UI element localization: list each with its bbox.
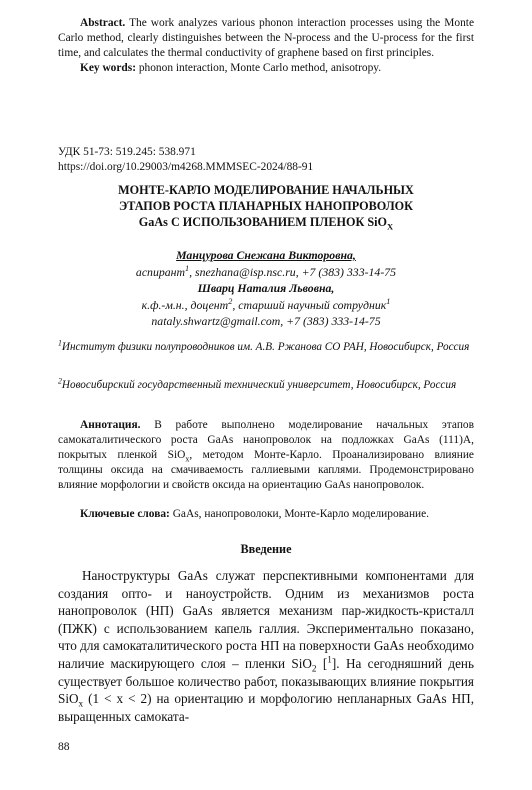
author-1-name-text: Манцурова Снежана Викторовна, xyxy=(176,248,356,262)
intro-body xyxy=(58,567,474,725)
author-2-role-sup: 2 xyxy=(228,296,233,306)
keywords-ru-text: GaAs, нанопроволоки, Монте-Карло моделирование. xyxy=(169,508,430,520)
author-1-role: аспирант xyxy=(135,264,186,279)
title-line-3 xyxy=(58,214,474,230)
author-1-info xyxy=(58,264,474,281)
affiliation-1 xyxy=(58,339,474,355)
intro-ref-close: ]. xyxy=(331,655,340,671)
author-2-role-2-sup: 1 xyxy=(386,296,391,306)
intro-text-1: Наноструктуры GaAs служат перспективными компонентами для создания опто- и наноустройств. Одним из механизмов роста нанопроволок (НП) GaAs является механизм пар-жидкость-кристалл (ПЖК) с использованием капель галлия. Экспериментально показано, что для самокаталитического роста НП на поверхности GaAs необходимо наличие маскирующего слоя – пленки SiO xyxy=(58,568,474,671)
author-1-name xyxy=(58,247,474,264)
affiliation-2-text xyxy=(58,377,474,393)
affiliation-2 xyxy=(58,377,474,393)
intro-paragraph xyxy=(58,567,474,725)
keywords-ru-label: Ключевые слова: xyxy=(80,508,170,520)
doi-link[interactable]: https://doi.org/10.29003/m4268.MMMSEC-2024/88-91 xyxy=(58,161,314,173)
annotation-label: Аннотация. xyxy=(80,419,141,431)
title-line-2: ЭТАПОВ РОСТА ПЛАНАРНЫХ НАНОПРОВОЛОК xyxy=(119,199,413,213)
russian-keywords xyxy=(58,507,474,522)
author-2-role: к.ф.-м.н., доцент xyxy=(141,297,229,312)
intro-subscript-2: x xyxy=(78,698,84,709)
affiliation-1-text xyxy=(58,339,474,355)
udk-code: УДК 51-73: 519.245: 538.971 xyxy=(58,146,196,158)
author-2-name xyxy=(58,280,474,297)
author-1-role-sup: 1 xyxy=(185,263,190,273)
affiliation-2-sup: 2 xyxy=(58,376,62,386)
authors-block xyxy=(58,247,474,330)
intro-reference[interactable]: 1 xyxy=(327,654,332,665)
abstract-paragraph xyxy=(58,16,474,61)
page-number: 88 xyxy=(58,740,70,753)
annotation-paragraph xyxy=(58,418,474,493)
annotation-subscript: x xyxy=(185,454,190,464)
english-abstract xyxy=(58,16,474,76)
intro-subscript-1: 2 xyxy=(311,663,317,674)
annotation-text-a: В работе выполнено моделирование начальных этапов самокаталитического роста GaAs нанопроволок на подложках GaAs (111)A, покрытых пленкой SiO xyxy=(58,419,474,461)
intro-text-3: (1 < x < 2) на ориентацию и морфологию непланарных GaAs НП, выращенных самоката- xyxy=(58,691,474,724)
keywords-en-text: phonon interaction, Monte Carlo method, anisotropy. xyxy=(136,62,382,74)
udk-block xyxy=(58,145,474,175)
author-2-name-text: Шварц Наталия Львовна, xyxy=(197,281,335,295)
keywords-en-paragraph xyxy=(58,61,474,76)
russian-annotation xyxy=(58,418,474,493)
keywords-en-label: Key words: xyxy=(80,62,136,74)
article-title xyxy=(58,182,474,230)
annotation-text-b: , методом Монте-Карло. Проанализировано влияние толщины оксида на смачиваемость галлиевыми каплями. Продемонстрировано влияние морфологии и свойств оксида на ориентацию GaAs нанопроволок. xyxy=(58,449,474,491)
intro-ref-open: [ xyxy=(316,655,328,671)
affiliation-2-content: Новосибирский государственный технический университет, Новосибирск, Россия xyxy=(61,379,457,391)
author-2-role-2: , старший научный сотрудник xyxy=(232,297,387,312)
title-line-3-text: GaAs С ИСПОЛЬЗОВАНИЕМ ПЛЕНОК SiO xyxy=(138,215,388,229)
title-subscript: X xyxy=(387,221,394,232)
affiliation-1-content: Институт физики полупроводников им. А.В. Ржанова СО РАН, Новосибирск, Россия xyxy=(61,341,470,353)
abstract-label: Abstract. xyxy=(80,17,126,29)
affiliation-1-sup: 1 xyxy=(58,338,62,348)
title-line-1: МОНТЕ-КАРЛО МОДЕЛИРОВАНИЕ НАЧАЛЬНЫХ xyxy=(118,183,414,197)
keywords-ru-paragraph xyxy=(58,507,474,522)
author-2-contact: nataly.shwartz@gmail.com, +7 (383) 333-14-75 xyxy=(151,314,381,328)
abstract-text: The work analyzes various phonon interaction processes using the Monte Carlo method, clearly distinguishes between the N-process and the U-process for the first time, and calculates the thermal conductivity of graphene based on first principles. xyxy=(58,17,474,59)
author-1-contact: , snezhana@isp.nsc.ru, +7 (383) 333-14-75 xyxy=(189,264,397,279)
author-2-info xyxy=(58,297,474,314)
intro-heading: Введение xyxy=(240,542,292,556)
intro-text-2: На сегодняшний день существует большое количество работ, показывающих влияние покрытия SiO xyxy=(58,655,474,707)
